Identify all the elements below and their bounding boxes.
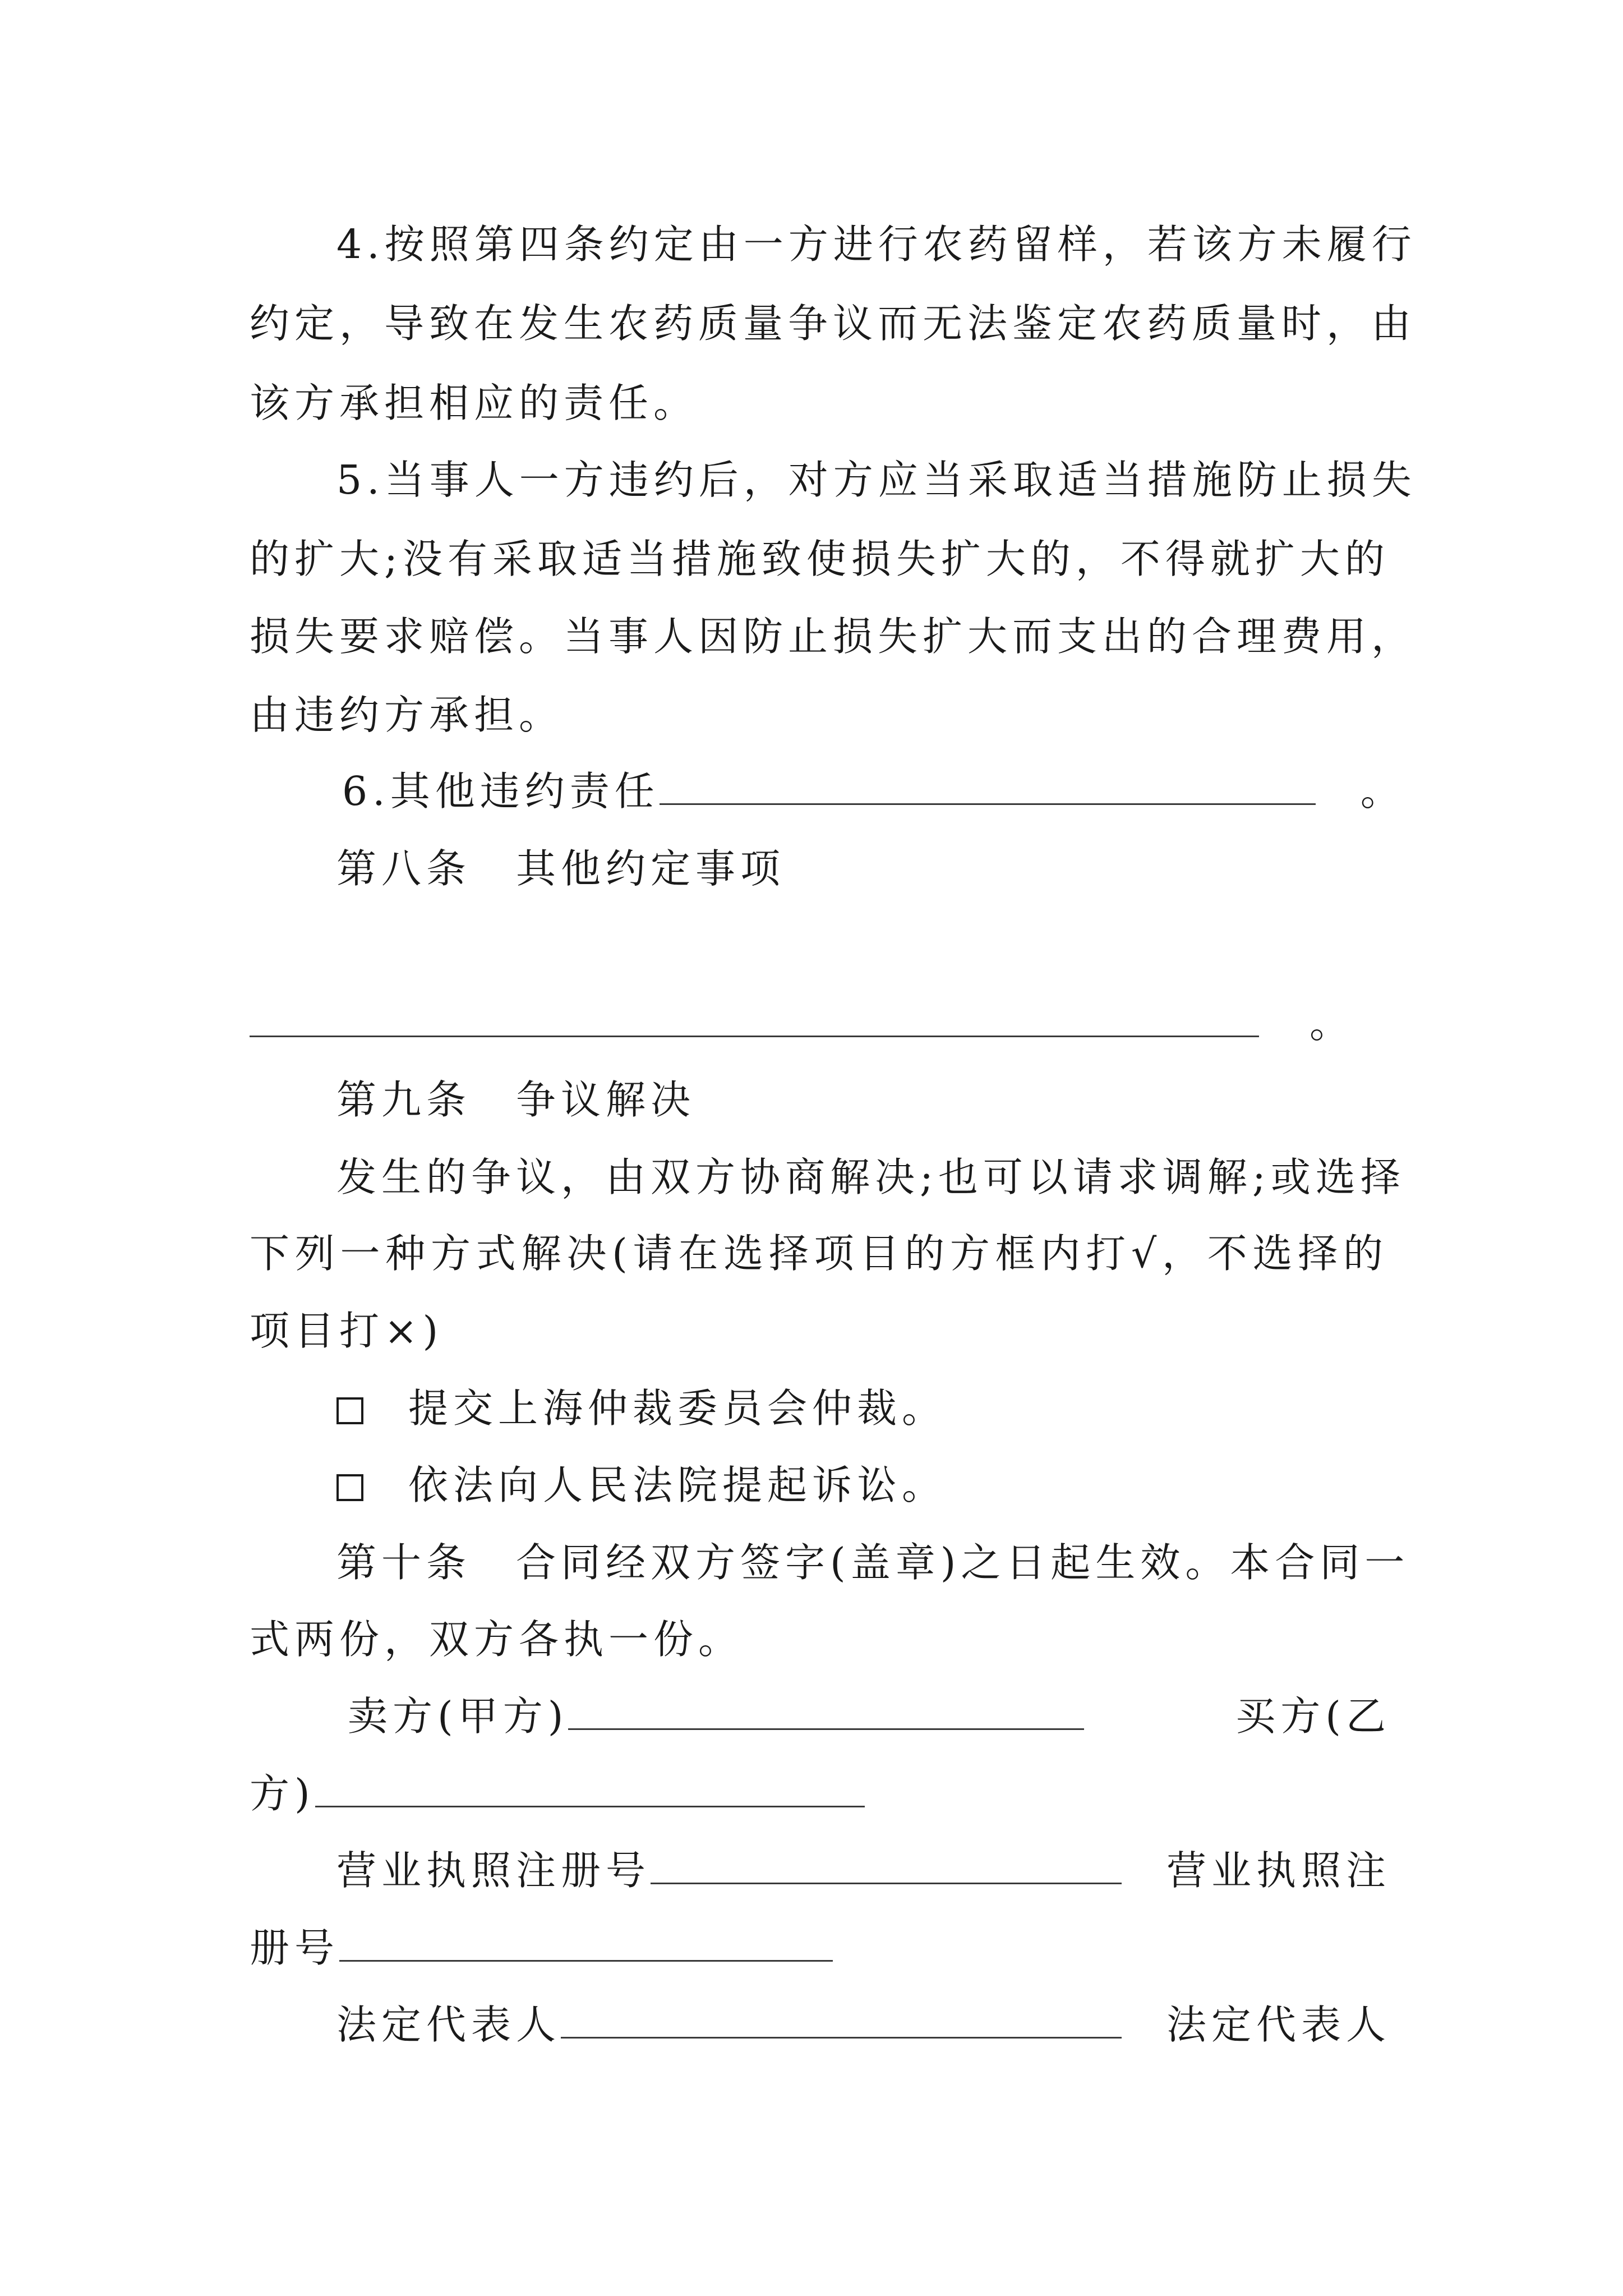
item6-period: 。 (1360, 768, 1405, 815)
clause9-body-line1: 发生的争议，由双方协商解决;也可以请求调解;或选择 (336, 1154, 1405, 1200)
clause9-title: 第九条 争议解决 (336, 1076, 696, 1123)
seller-blank-field[interactable] (568, 1695, 1084, 1730)
clause7-item4-line3: 该方承担相应的责任。 (250, 380, 699, 426)
clause10-body-line1: 第十条 合同经双方签字(盖章)之日起生效。本合同一 (336, 1539, 1410, 1586)
buyer-license-label-part2: 册号 (250, 1925, 340, 1971)
clause7-item4-line2: 约定，导致在发生农药质量争议而无法鉴定农药质量时，由 (250, 300, 1417, 347)
clause7-item5-line2: 的扩大;没有采取适当措施致使损失扩大的，不得就扩大的 (250, 536, 1390, 582)
clause8-period: 。 (1310, 1000, 1355, 1047)
seller-license-label: 营业执照注册号 (336, 1847, 651, 1894)
clause8-blank-field[interactable] (250, 1002, 1259, 1037)
buyer-blank-field[interactable] (315, 1772, 865, 1807)
item6-blank-field[interactable] (660, 770, 1316, 805)
item6-label: 6.其他违约责任 (342, 768, 660, 815)
clause9-body-line2: 下列一种方式解决(请在选择项目的方框内打√，不选择的 (250, 1230, 1388, 1277)
option2-checkbox[interactable] (336, 1474, 363, 1501)
seller-label: 卖方(甲方) (348, 1693, 569, 1740)
clause7-item6-line (342, 761, 1405, 822)
option1-checkbox[interactable] (336, 1397, 363, 1424)
buyer-label-part1: 买方(乙 (1235, 1693, 1391, 1740)
clause10-body-line2: 式两份，双方各执一份。 (250, 1616, 744, 1663)
clause9-option1 (336, 1378, 1388, 1439)
seller-license-line (336, 1840, 1122, 1902)
seller-rep-label: 法定代表人 (336, 2001, 561, 2048)
option2-label: 依法向人民法院提起诉讼。 (408, 1462, 947, 1508)
buyer-line (250, 1763, 1388, 1825)
clause7-item5-line3: 损失要求赔偿。当事人因防止损失扩大而支出的合理费用， (250, 613, 1417, 660)
seller-rep-blank-field[interactable] (561, 2003, 1122, 2039)
buyer-rep-label: 法定代表人 (1166, 2001, 1391, 2048)
clause7-item5-line1: 5.当事人一方违约后，对方应当采取适当措施防止损失 (336, 457, 1417, 503)
clause7-item4-line1: 4.按照第四条约定由一方进行农药留样，若该方未履行 (336, 221, 1417, 268)
buyer-license-blank-field[interactable] (339, 1926, 833, 1962)
clause8-blank-line (250, 993, 1388, 1055)
buyer-license-label-part1: 营业执照注 (1166, 1847, 1391, 1894)
clause7-item5-line4: 由违约方承担。 (250, 692, 564, 738)
clause9-option2 (336, 1455, 1388, 1516)
seller-rep-line (336, 1994, 1122, 2056)
clause9-body-line3: 项目打×) (250, 1308, 444, 1354)
buyer-license-line (250, 1917, 1388, 1979)
seller-line (348, 1686, 1133, 1747)
seller-license-blank-field[interactable] (651, 1849, 1122, 1884)
clause8-title: 第八条 其他约定事项 (336, 845, 786, 892)
option1-label: 提交上海仲裁委员会仲裁。 (408, 1385, 947, 1432)
buyer-label-part2: 方) (250, 1770, 315, 1817)
